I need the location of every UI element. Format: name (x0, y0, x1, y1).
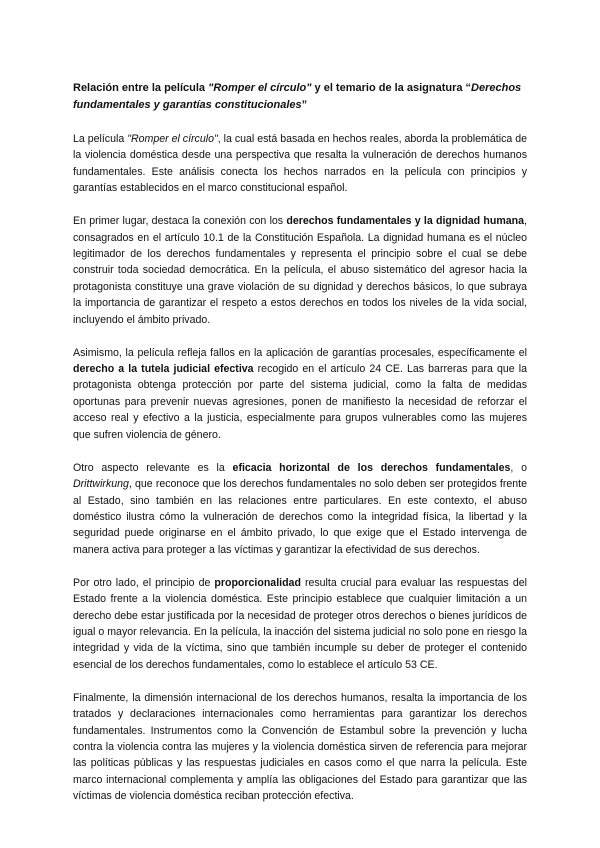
paragraph-horizontal-effect (73, 460, 527, 558)
p5-bold-term: proporcionalidad (214, 576, 301, 589)
p3-bold-term: derecho a la tutela judicial efectiva (73, 363, 254, 376)
paragraph-judicial-protection (73, 345, 527, 443)
p2-text-a: En primer lugar, destaca la conexión con los (73, 215, 287, 228)
paragraph-proportionality (73, 575, 527, 673)
p4-bold-term: eficacia horizontal de los derechos fundamentales (232, 461, 511, 474)
document-page (73, 80, 527, 821)
title-film-name: "Romper el círculo" (208, 82, 312, 94)
p4-text-c: , que reconoce que los derechos fundamentales no solo deben ser protegidos frente al Estado, sino también en las relaciones entre particulares. En este contexto, el abuso doméstico ilustra cómo la vulneración de derechos como la integridad física, la libertad y la seguridad puede originarse en el ámbito privado, lo que exige que el Estado intervenga de manera activa para proteger a las víctimas y garantizar la efectividad de sus derechos. (73, 478, 527, 556)
document-title (73, 80, 527, 114)
title-suffix: ” (301, 99, 308, 111)
p1-film-name: "Romper el círculo" (127, 133, 218, 145)
paragraph-international (73, 690, 527, 805)
p1-text-a: La película (73, 133, 128, 145)
paragraph-dignity (73, 213, 527, 328)
p5-text-b: resulta crucial para evaluar las respuestas del Estado frente a la violencia doméstica. Este principio establece que cualquier limitación a un derecho debe estar justificada por la necesidad de proteger otros derechos o bienes jurídicos de igual o mayor relevancia. En la película, la inacción del sistema judicial no solo pone en riesgo la integridad y vida de la víctima, sino que también incumple su deber de proteger el contenido esencial de los derechos fundamentales, como lo establece el artículo 53 CE. (73, 576, 527, 671)
p5-text-a: Por otro lado, el principio de (73, 576, 215, 589)
title-subject-name: Derechos fundamentales y garantías constitucionales (73, 82, 522, 111)
p3-text-a: Asimismo, la película refleja fallos en la aplicación de garantías procesales, específicamente el (73, 346, 527, 359)
p2-text-b: , consagrados en el artículo 10.1 de la Constitución Española. La dignidad humana es el núcleo legitimador de los derechos fundamentales y representa el principio sobre el cual se debe construir toda sociedad democrática. En la película, el abuso sistemático del agresor hacia la protagonista constituye una grave violación de su dignidad y derechos básicos, lo que subraya la importancia de garantizar el respeto a estos derechos en todos los niveles de la vida social, incluyendo el ámbito privado. (73, 215, 527, 326)
p4-text-a: Otro aspecto relevante es la (73, 461, 233, 474)
title-middle: y el temario de la asignatura “ (311, 82, 472, 94)
p3-text-b: recogido en el artículo 24 CE. Las barreras para que la protagonista obtenga protección por parte del sistema judicial, como la falta de medidas oportunas para prevenir nuevas agresiones, ponen de manifiesto la necesidad de reforzar el acceso real y efectivo a la justicia, especialmente para grupos vulnerables como las mujeres que sufren violencia de género. (73, 363, 527, 441)
p4-italic-term: Drittwirkung (73, 478, 129, 491)
p6-text-a: Finalmente, la dimensión internacional de los derechos humanos, resalta la importancia de los tratados y declaraciones internacionales como herramientas para garantizar los derechos fundamentales. Instrumentos como la Convención de Estambul sobre la prevención y lucha contra la violencia contra las mujeres y la violencia doméstica sirven de referencia para mejorar las políticas públicas y las respuestas judiciales en casos como el que narra la película. Este marco internacional complementa y amplía las obligaciones del Estado para garantizar que las víctimas de violencia doméstica reciban protección efectiva. (73, 691, 527, 803)
title-prefix: Relación entre la película (73, 82, 209, 94)
p2-bold-term: derechos fundamentales y la dignidad humana (286, 215, 525, 228)
p1-text-b: , la cual está basada en hechos reales, aborda la problemática de la violencia doméstica desde una perspectiva que resalta la vulneración de derechos humanos fundamentales. Este análisis conecta los hechos narrados en la película con principios y garantías establecidos en el marco constitucional español. (73, 133, 527, 195)
p4-text-b: , o (510, 461, 527, 474)
paragraph-intro (73, 131, 527, 197)
